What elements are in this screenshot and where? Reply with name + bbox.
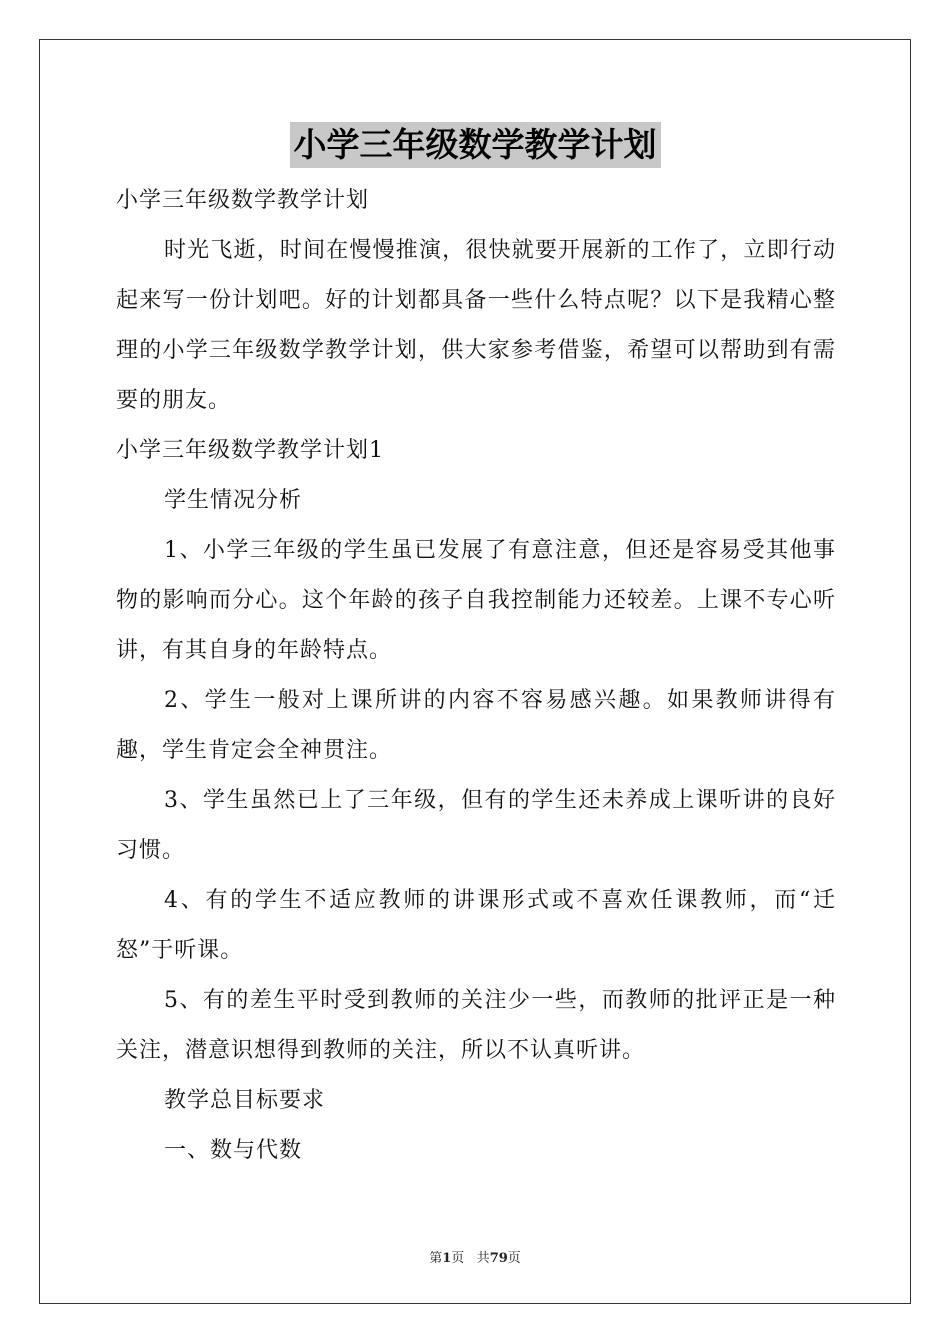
footer-page-suffix: 页	[451, 1251, 465, 1266]
list-item: 1、小学三年级的学生虽已发展了有意注意，但还是容易受其他事物的影响而分心。这个年龄的孩子自我控制能力还较差。上课不专心听讲，有其自身的年龄特点。	[116, 538, 836, 663]
list-item: 5、有的差生平时受到教师的关注少一些，而教师的批评正是一种关注，潜意识想得到教师的关注，所以不认真听讲。	[116, 988, 836, 1063]
footer-total-suffix: 页	[507, 1251, 521, 1266]
subsection-heading: 学生情况分析	[164, 488, 303, 513]
footer-total-prefix: 共	[476, 1251, 490, 1266]
total-pages: 79	[489, 1251, 508, 1266]
page-number: 1	[442, 1251, 452, 1266]
list-item: 4、有的学生不适应教师的讲课形式或不喜欢任课教师，而“迁怒”于听课。	[116, 888, 836, 963]
footer-prefix: 第	[429, 1251, 443, 1266]
subsection-heading: 教学总目标要求	[164, 1088, 326, 1113]
list-item: 2、学生一般对上课所讲的内容不容易感兴趣。如果教师讲得有趣，学生肯定会全神贯注。	[116, 688, 836, 763]
subtitle-paragraph: 小学三年级数学教学计划	[116, 188, 370, 213]
document-title: 小学三年级数学教学计划	[290, 122, 661, 168]
document-body	[116, 176, 836, 1176]
subsection-heading: 一、数与代数	[164, 1138, 303, 1163]
intro-paragraph: 时光飞逝，时间在慢慢推演，很快就要开展新的工作了，立即行动起来写一份计划吧。好的计划都具备一些什么特点呢？以下是我精心整理的小学三年级数学教学计划，供大家参考借鉴，希望可以帮助到有需要的朋友。	[116, 238, 836, 413]
title-container	[0, 122, 950, 168]
page-footer	[0, 1247, 950, 1266]
section-heading: 小学三年级数学教学计划1	[116, 438, 384, 463]
list-item: 3、学生虽然已上了三年级，但有的学生还未养成上课听讲的良好习惯。	[116, 788, 836, 863]
